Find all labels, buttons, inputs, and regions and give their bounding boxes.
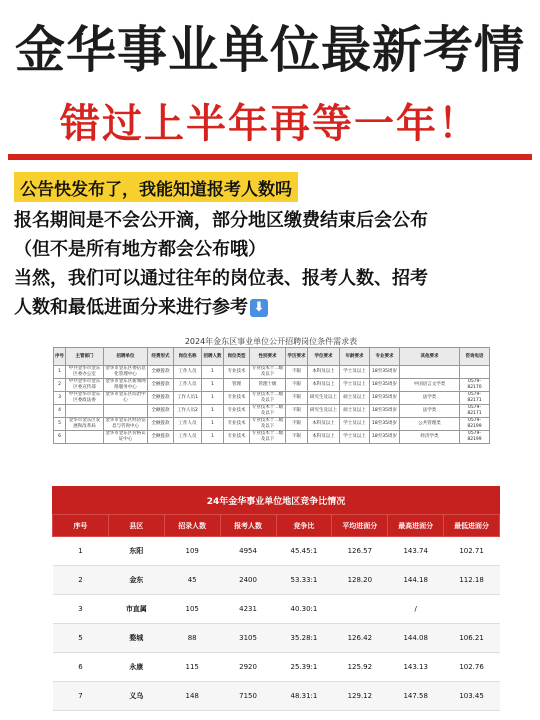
table2-cell-ratio: 45.45:1 [276,537,332,566]
table1-cell: 研究生及以上 [308,392,340,405]
table1-cell: 专业技术十二级及以下 [250,431,286,444]
table1-cell: 18至35周岁 [370,379,400,392]
table1-cell: 学士及以上 [340,366,370,379]
table1-cell: 专业技术 [224,418,250,431]
table2-cell-region: 义乌 [108,682,164,711]
table1-cell: 金华市金东区经济信息与咨询中心 [105,418,146,429]
table1-cell: 不限 [286,405,308,418]
page-subtitle: 错过上半年再等一年！ [60,100,480,147]
table2-cell-hire: 109 [164,537,220,566]
table2-cell-ratio: 48.31:1 [276,682,332,711]
table1-cell: 专业技术 [224,431,250,444]
table1-cell: 2 [54,379,66,392]
table2-cell-hire: 105 [164,595,220,624]
table1-row [54,431,490,444]
table1-cell: 4 [54,405,66,418]
table1-cell: 18至35周岁 [370,418,400,431]
table2-cell-avg: 129.12 [332,682,388,711]
table2-cell-min: 112.18 [444,566,500,595]
table2-cell-min: 106.21 [444,624,500,653]
table1-header-cell: 招聘人数 [202,348,224,366]
table1-cell: 经济学类 [400,431,460,444]
table2-cell-region: 婺城 [108,624,164,653]
table1-cell: 管理十级 [250,379,286,392]
table2-cell-max: 144.08 [388,624,444,653]
table1-cell: 金华市金东区价格认证中心 [105,431,146,442]
table1-cell: 0579-82170 [460,379,490,392]
table1-cell: 1 [202,366,224,379]
table1-header-cell: 学位要求 [308,348,340,366]
table1-cell: 专业技术 [224,392,250,405]
table1-row [54,392,490,405]
table2-header-cell: 平均进面分 [332,515,388,537]
table1-cell: 专业技术十二级及以下 [250,392,286,405]
table1-cell: 工作人员 [174,418,202,431]
table1-cell: 专业技术十二级及以下 [250,418,286,431]
table1-cell: 全额拨款 [148,431,174,444]
table1-cell: 3 [54,392,66,405]
table2-cell-avg: 126.42 [332,624,388,653]
table2-cell-ratio: 40.30:1 [276,595,332,624]
table1-header-cell: 性别要求 [250,348,286,366]
table1-cell [460,366,490,379]
table2-cell-hire: 45 [164,566,220,595]
competition-ratio-table [52,486,500,714]
paragraph-1-line-2: （但不是所有地方都会公布哦） [14,239,266,260]
table1-header-cell: 年龄要求 [340,348,370,366]
table1-cell: 0579-82171 [460,405,490,418]
table2-cell-avg: 125.92 [332,653,388,682]
table1-cell: 18至35周岁 [370,392,400,405]
table1-cell: 中共金华市金东区委宣传部 [66,379,104,392]
table1-cell: 18至35周岁 [370,431,400,444]
table2-cell-max: 147.58 [388,682,444,711]
paragraph-2-line-2 [14,293,530,322]
table2-cell-no: 5 [53,624,109,653]
table2-cell-no: 6 [53,653,109,682]
table2-cell-max: 143.74 [388,537,444,566]
table1-cell: 全额拨款 [148,418,174,431]
down-arrow-icon: ⬇ [250,299,268,317]
table2-cell-hire: 115 [164,653,220,682]
table1-title: 2024年金东区事业单位公开招聘岗位条件需求表 [184,337,358,346]
table1-cell: 不限 [286,431,308,444]
table1-header-cell: 其他要求 [400,348,460,366]
table2-cell-apply: 4954 [220,537,276,566]
table1-header-cell: 学历要求 [286,348,308,366]
table1-cell: 1 [202,379,224,392]
table2-row [53,624,500,653]
table1-cell: 0579-82199 [460,431,490,444]
table1-header-cell: 经费形式 [148,348,174,366]
table2-cell-ratio: 25.39:1 [276,653,332,682]
table2-cell-max: 143.13 [388,653,444,682]
table2-row [53,595,500,624]
table1-row [54,418,490,431]
table1-cell: 0579-82171 [460,392,490,405]
table2-cell-min [444,595,500,624]
table1-header-cell: 岗位类型 [224,348,250,366]
table1-row [54,366,490,379]
table2-cell-avg [332,595,388,624]
table2-cell-region: 东阳 [108,537,164,566]
table1-header-cell: 咨询电话 [460,348,490,366]
paragraph-1 [14,206,530,264]
table1-cell: 研究生及以上 [308,405,340,418]
table1-cell: 本科及以上 [308,418,340,431]
table2-cell-no: 7 [53,682,109,711]
table1-cell: 学士及以上 [340,418,370,431]
table1-cell: 1 [54,366,66,379]
table1-cell: 专业技术十二级及以下 [250,366,286,379]
table1-cell [400,366,460,379]
table1-cell: 5 [54,418,66,431]
table1-cell: 工作人员 [174,379,202,392]
page-title: 金华事业单位最新考情 [15,21,525,79]
table1-cell: 专业技术 [224,405,250,418]
table1-cell: 工作人员 [174,431,202,444]
table2-cell-region: 永康 [108,653,164,682]
table1-cell: 全额拨款 [148,366,174,379]
table2-cell-hire: 88 [164,624,220,653]
paragraph-2-line-1: 当然，我们可以通过往年的岗位表、报考人数、招考 [14,268,428,289]
table2-header-cell: 县区 [108,515,164,537]
table1-cell: 金华市金东区新闻网络服务中心 [105,379,146,390]
table1-cell: 不限 [286,366,308,379]
job-requirements-table [53,337,489,475]
table1-cell: 公共管理类 [400,418,460,431]
table1-cell: 1 [202,431,224,444]
table1-cell: 硕士及以上 [340,392,370,405]
table1-cell: 金华市金东区发展和改革局 [66,418,104,431]
table1-cell: 6 [54,431,66,444]
table2-banner: 24年金华事业单位地区竞争比情况 [52,486,500,514]
table2-cell-region: 金东 [108,566,164,595]
table1-cell: 工作人员 [174,366,202,379]
table2-row [53,653,500,682]
table1-cell: 管理 [224,379,250,392]
table2-cell-apply: 2920 [220,653,276,682]
table2-cell-no: 2 [53,566,109,595]
table1-cell: 中共金华市金东区委办公室 [66,366,104,379]
table2-cell-min: 102.71 [444,537,500,566]
table1-cell: 不限 [286,392,308,405]
table1-cell: 本科及以上 [308,366,340,379]
table2-row [53,682,500,711]
table1-header-cell: 序号 [54,348,66,366]
table1-cell: 1 [202,405,224,418]
table1-cell: 法学类 [400,405,460,418]
red-divider [8,154,532,160]
table1-cell: 工作人员1 [174,392,202,405]
table2-header-cell: 最低进面分 [444,515,500,537]
paragraph-1-line-1: 报名期间是不会公开滴，部分地区缴费结束后会公布 [14,210,428,231]
table2-cell-region: 市直属 [108,595,164,624]
table2-header-cell: 竞争比 [276,515,332,537]
table1-cell: 18至35周岁 [370,366,400,379]
table2 [52,514,500,711]
table1-header-cell: 招聘单位 [104,348,148,366]
table1-header-cell: 专业要求 [370,348,400,366]
table1 [53,347,490,444]
table2-cell-no: 1 [53,537,109,566]
table1-cell: 0579-82199 [460,418,490,431]
table2-cell-apply: 2400 [220,566,276,595]
table2-cell-no: 3 [53,595,109,624]
table2-cell-min: 103.45 [444,682,500,711]
table1-cell: 学士及以上 [340,431,370,444]
table2-header-cell: 招录人数 [164,515,220,537]
table1-cell: 本科及以上 [308,431,340,444]
table1-cell: 学士及以上 [340,379,370,392]
table2-header-cell: 报考人数 [220,515,276,537]
table1-header-cell: 岗位名称 [174,348,202,366]
table2-cell-max: / [388,595,444,624]
paragraph-2 [14,264,530,322]
table1-cell: 本科及以上 [308,379,340,392]
table1-cell: 1 [202,392,224,405]
table2-cell-ratio: 53.33:1 [276,566,332,595]
table1-header-cell: 主管部门 [66,348,104,366]
table1-cell: 金华市金东区委信息化管理中心 [105,366,146,377]
table1-cell: 中国语言文学类 [400,379,460,392]
table1-cell: 工作人员2 [174,405,202,418]
table1-cell: 硕士及以上 [340,405,370,418]
table1-cell: 专业技术 [224,366,250,379]
table1-cell: 中共金华市金东区委政法委 [66,392,104,405]
table2-cell-hire: 148 [164,682,220,711]
paragraph-2-line-2-text: 人数和最低进面分来进行参考 [14,297,248,318]
table2-header-cell: 序号 [53,515,109,537]
table2-cell-avg: 126.57 [332,537,388,566]
table1-cell: 1 [202,418,224,431]
table1-cell: 金华市金东区综治中心 [105,392,146,403]
table2-cell-apply: 4231 [220,595,276,624]
table2-cell-ratio: 35.28:1 [276,624,332,653]
table2-cell-apply: 3105 [220,624,276,653]
table1-cell: 全额拨款 [148,379,174,392]
table2-row [53,566,500,595]
table1-row [54,379,490,392]
table1-cell [66,431,104,444]
table1-cell: 专业技术十二级及以下 [250,405,286,418]
table1-cell: 18至35周岁 [370,405,400,418]
table1-cell: 全额拨款 [148,405,174,418]
table2-cell-max: 144.18 [388,566,444,595]
highlight-question: 公告快发布了，我能知道报考人数吗 [14,172,298,202]
table1-row [54,405,490,418]
table1-cell: 不限 [286,418,308,431]
table2-cell-min: 102.76 [444,653,500,682]
table1-cell: 法学类 [400,392,460,405]
table2-row [53,537,500,566]
table2-header-cell: 最高进面分 [388,515,444,537]
table2-cell-apply: 7150 [220,682,276,711]
table1-cell: 全额拨款 [148,392,174,405]
table1-cell: 不限 [286,379,308,392]
table1-cell [66,405,104,418]
table1-cell [104,405,148,418]
table2-cell-avg: 128.20 [332,566,388,595]
